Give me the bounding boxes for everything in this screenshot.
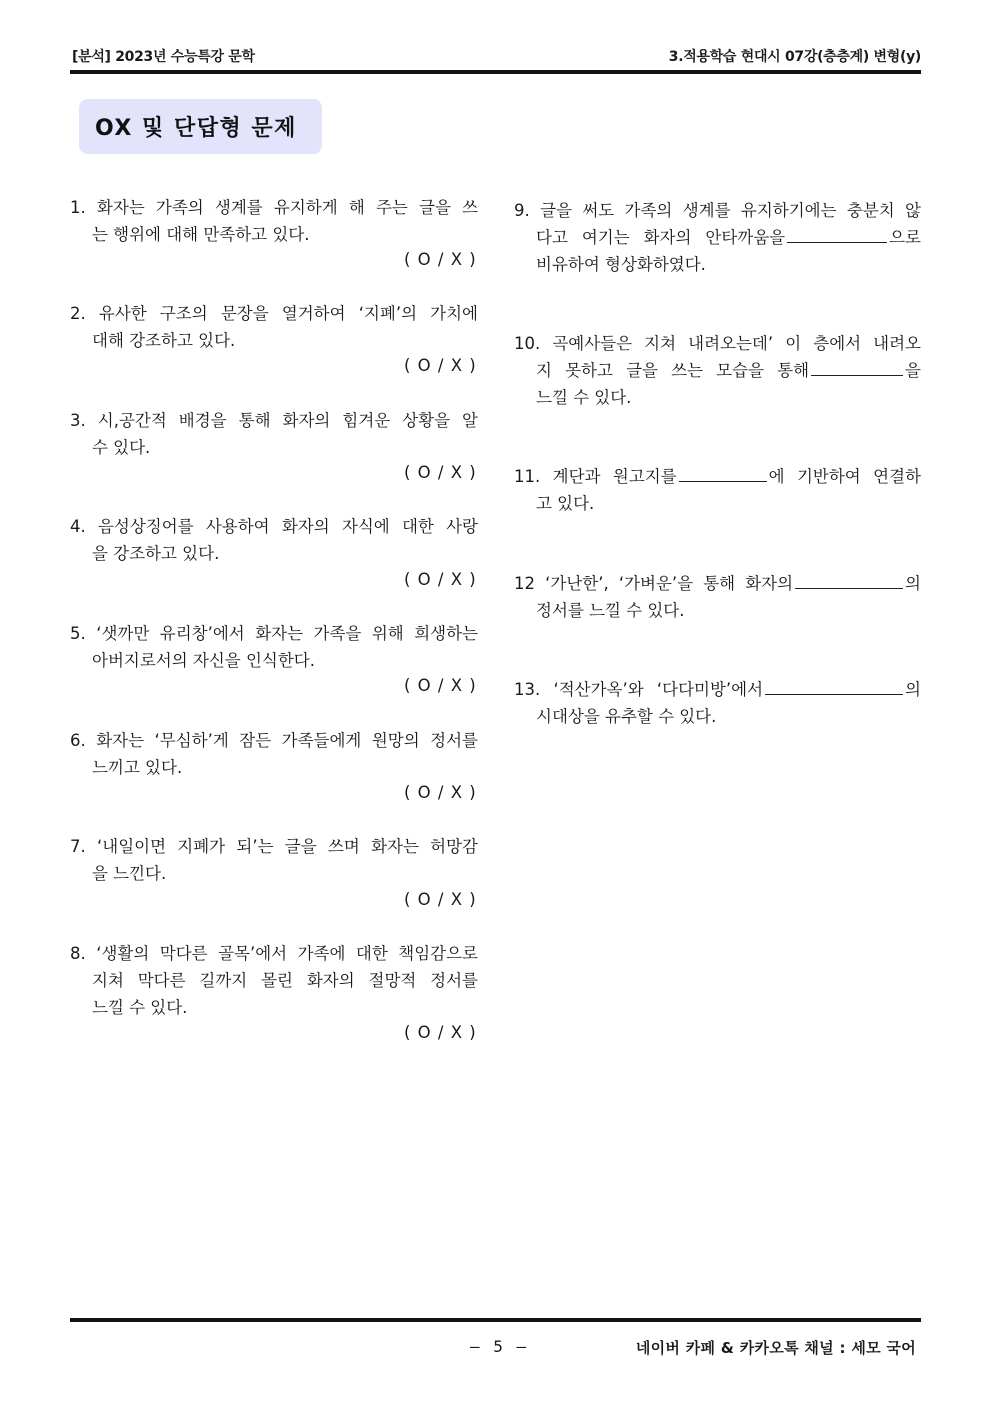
- question-text: 의: [905, 680, 921, 699]
- question-9: [514, 197, 921, 278]
- question-text: 느낄 수 있다.: [536, 388, 632, 407]
- question-text: [514, 676, 921, 703]
- question-text: 으로: [889, 228, 921, 247]
- question-text: 을 느낀다.: [92, 864, 167, 883]
- question-4: [70, 513, 478, 567]
- question-13: [514, 676, 921, 730]
- question-6: [70, 727, 478, 781]
- question-text: 7. ‘내일이면 지폐가 되’는 글을 쓰며 화자는 허망감: [70, 837, 478, 856]
- question-text: 는 행위에 대해 만족하고 있다.: [92, 225, 310, 244]
- question-12: [514, 570, 921, 624]
- answer-blank[interactable]: [795, 572, 903, 589]
- question-text: 6. 화자는 ‘무심하’게 잠든 가족들에게 원망의 정서를: [70, 731, 478, 750]
- question-7: [70, 833, 478, 887]
- answer-blank[interactable]: [679, 465, 767, 482]
- ox-answer-6[interactable]: ( O / X ): [404, 783, 477, 802]
- question-text: 지쳐 막다른 길까지 몰린 화자의 절망적 정서를: [92, 971, 478, 990]
- question-text: 13. ‘적산가옥’와 ‘다다미방’에서: [514, 680, 764, 699]
- question-text: 느낄 수 있다.: [92, 998, 188, 1017]
- ox-answer-7[interactable]: ( O / X ): [404, 890, 477, 909]
- question-text: [514, 357, 921, 384]
- ox-answer-1[interactable]: ( O / X ): [404, 250, 477, 269]
- question-text: 수 있다.: [92, 438, 151, 457]
- ox-answer-8[interactable]: ( O / X ): [404, 1023, 477, 1042]
- question-2: [70, 300, 478, 354]
- question-8: [70, 940, 478, 1021]
- question-text: 5. ‘샛까만 유리창’에서 화자는 가족을 위해 희생하는: [70, 624, 478, 643]
- question-text: 지 못하고 글을 쓰는 모습을 통해: [536, 361, 810, 380]
- ox-answer-3[interactable]: ( O / X ): [404, 463, 477, 482]
- header-left-title: [분석] 2023년 수능특강 문학: [72, 49, 255, 65]
- footer-divider: [70, 1318, 921, 1322]
- question-text: 4. 음성상징어를 사용하여 화자의 자식에 대한 사랑: [70, 517, 478, 536]
- ox-answer-4[interactable]: ( O / X ): [404, 570, 477, 589]
- ox-answer-5[interactable]: ( O / X ): [404, 676, 477, 695]
- question-text: [514, 463, 921, 490]
- question-text: 느끼고 있다.: [92, 758, 183, 777]
- section-title: OX 및 단답형 문제: [95, 116, 297, 141]
- question-text: 다고 여기는 화자의 안타까움을: [536, 228, 786, 247]
- question-text: 1. 화자는 가족의 생계를 유지하게 해 주는 글을 쓰: [70, 198, 478, 217]
- question-text: 을 강조하고 있다.: [92, 544, 220, 563]
- header-right-title: 3.적용학습 현대시 07강(층층계) 변형(y): [668, 49, 921, 65]
- question-text: 고 있다.: [536, 494, 595, 513]
- answer-blank[interactable]: [765, 678, 903, 695]
- question-text: 비유하여 형상화하였다.: [536, 255, 706, 274]
- question-text: 정서를 느낄 수 있다.: [536, 601, 685, 620]
- question-1: [70, 194, 478, 248]
- question-text: 9. 글을 써도 가족의 생계를 유지하기에는 충분치 않: [514, 201, 921, 220]
- page-number: – 5 –: [470, 1337, 529, 1356]
- question-text: 의: [905, 574, 921, 593]
- question-text: 대해 강조하고 있다.: [92, 331, 236, 350]
- question-text: [514, 570, 921, 597]
- footer-channel: 네이버 카페 & 카카오톡 채널 : 세모 국어: [635, 1339, 916, 1357]
- answer-blank[interactable]: [811, 359, 903, 376]
- question-10: [514, 330, 921, 411]
- question-text: 아버지로서의 자신을 인식한다.: [92, 651, 315, 670]
- question-5: [70, 620, 478, 674]
- page-header: [70, 40, 921, 74]
- question-11: [514, 463, 921, 517]
- question-text: [514, 224, 921, 251]
- question-text: 을: [905, 361, 921, 380]
- question-text: 에 기반하여 연결하: [768, 467, 921, 486]
- question-3: [70, 407, 478, 461]
- question-text: 11. 계단과 원고지를: [514, 467, 677, 486]
- ox-answer-2[interactable]: ( O / X ): [404, 356, 477, 375]
- question-text: 10. 곡예사들은 지쳐 내려오는데’ 이 층에서 내려오: [514, 334, 921, 353]
- question-text: 12 ‘가난한’, ‘가벼운’을 통해 화자의: [514, 574, 794, 593]
- question-text: 시대상을 유추할 수 있다.: [536, 707, 717, 726]
- question-text: 8. ‘생활의 막다른 골목’에서 가족에 대한 책임감으로: [70, 944, 478, 963]
- section-title-box: [79, 99, 322, 154]
- answer-blank[interactable]: [787, 226, 887, 243]
- question-text: 3. 시,공간적 배경을 통해 화자의 힘겨운 상황을 알: [70, 411, 478, 430]
- question-text: 2. 유사한 구조의 문장을 열거하여 ‘지폐’의 가치에: [70, 304, 478, 323]
